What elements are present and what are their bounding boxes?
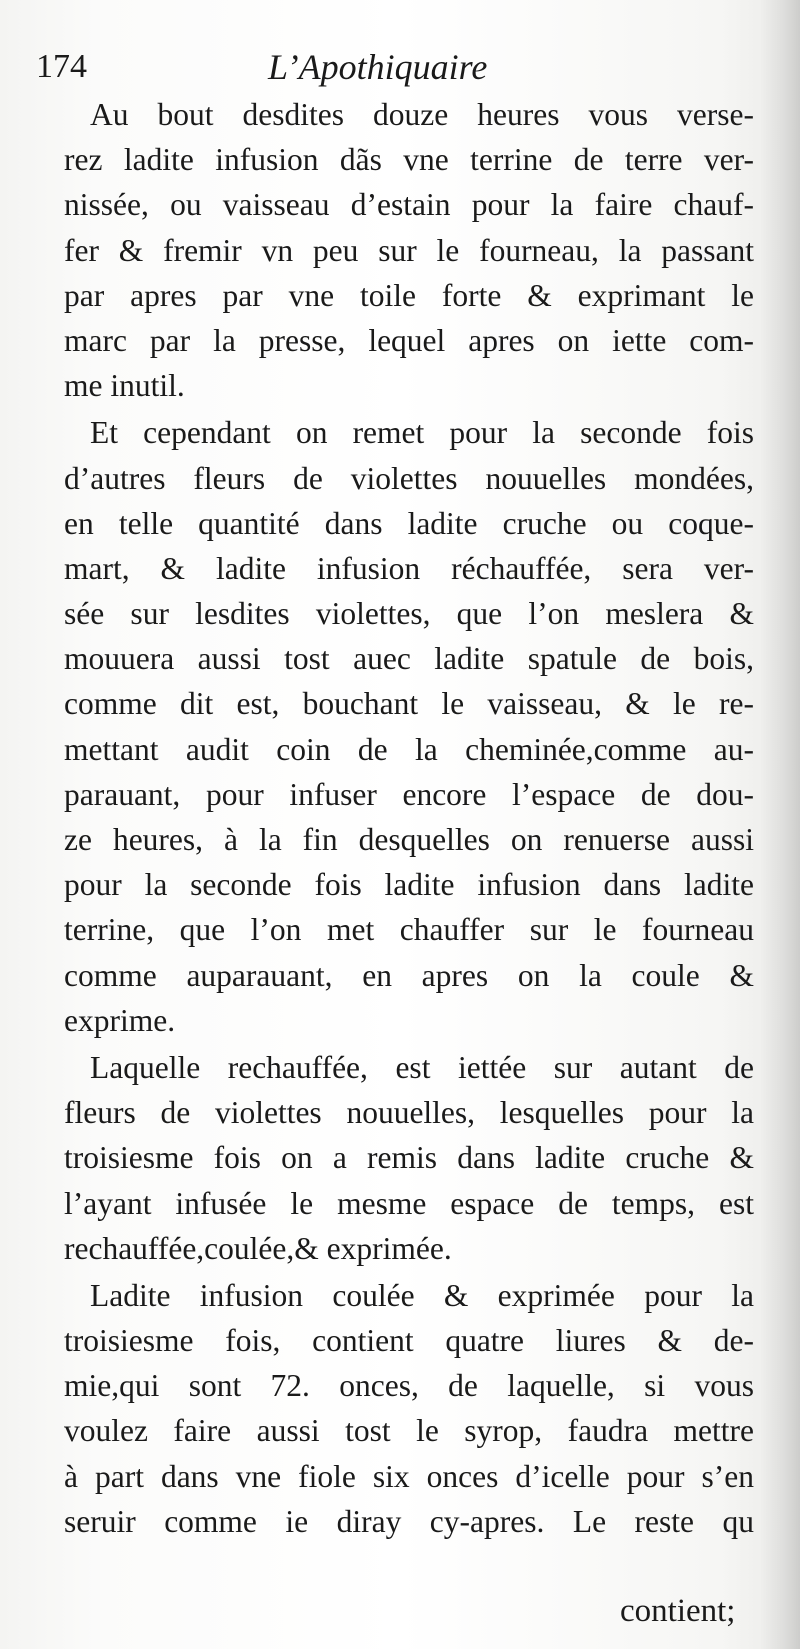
text-line: troisiesme fois on a remis dans ladite cruche & bbox=[64, 1140, 754, 1176]
text-line: mouuera aussi tost auec ladite spatule de bois, bbox=[64, 641, 754, 677]
text-line: Ladite infusion coulée & exprimée pour la bbox=[90, 1277, 754, 1313]
text-line: l’ayant infusée le mesme espace de temps, est bbox=[64, 1185, 754, 1221]
text-line: nissée, ou vaisseau d’estain pour la faire chauf- bbox=[64, 187, 754, 223]
text-line: Au bout desdites douze heures vous verse- bbox=[90, 97, 754, 132]
text-line: me inutil. bbox=[64, 368, 185, 404]
text-line: à part dans vne fiole six onces d’icelle pour s’en bbox=[64, 1458, 754, 1494]
catchword: contient; bbox=[620, 1593, 736, 1629]
page-edge-shadow bbox=[760, 0, 800, 1649]
page-header bbox=[36, 44, 760, 94]
text-line: fleurs de violettes nouuelles, lesquelles pour la bbox=[64, 1095, 754, 1131]
page-number: 174 bbox=[36, 48, 87, 85]
text-line: comme dit est, bouchant le vaisseau, & le re- bbox=[64, 686, 754, 722]
text-line: exprime. bbox=[64, 1002, 176, 1038]
text-line: Et cependant on remet pour la seconde fois bbox=[90, 415, 754, 451]
text-line: fer & fremir vn peu sur le fourneau, la passant bbox=[64, 232, 754, 268]
text-line: terrine, que l’on met chauffer sur le fourneau bbox=[64, 912, 754, 948]
text-line: troisiesme fois, contient quatre liures & de- bbox=[64, 1323, 754, 1359]
text-line: mettant audit coin de la cheminée,comme au- bbox=[64, 731, 754, 767]
text-line: comme auparauant, en apres on la coule & bbox=[64, 957, 754, 993]
text-line: ze heures, à la fin desquelles on renuerse aussi bbox=[64, 822, 754, 857]
text-line: rechauffée,coulée,& exprimée. bbox=[64, 1230, 452, 1266]
text-line: parauant, pour infuser encore l’espace de dou- bbox=[64, 776, 754, 812]
running-title: L’Apothiquaire bbox=[268, 47, 488, 87]
text-line: par apres par vne toile forte & exprimant le bbox=[64, 277, 754, 313]
text-line: mie,qui sont 72. onces, de laquelle, si vous bbox=[64, 1368, 754, 1404]
text-line: marc par la presse, lequel apres on iette com- bbox=[64, 322, 754, 358]
text-line: mart, & ladite infusion réchauffée, sera ver- bbox=[64, 550, 754, 586]
text-line: seruir comme ie diray cy-apres. Le reste qu bbox=[64, 1503, 754, 1539]
body-text bbox=[64, 92, 754, 1544]
text-line: pour la seconde fois ladite infusion dans ladite bbox=[64, 867, 754, 903]
text-line: Laquelle rechauffée, est iettée sur autant de bbox=[90, 1049, 754, 1085]
text-line: en telle quantité dans ladite cruche ou coque- bbox=[64, 505, 754, 541]
text-line: voulez faire aussi tost le syrop, faudra mettre bbox=[64, 1413, 754, 1449]
text-line: sée sur lesdites violettes, que l’on meslera & bbox=[64, 596, 754, 632]
text-line: d’autres fleurs de violettes nouuelles mondées, bbox=[64, 460, 754, 496]
text-line: rez ladite infusion dãs vne terrine de terre ver- bbox=[64, 142, 754, 178]
